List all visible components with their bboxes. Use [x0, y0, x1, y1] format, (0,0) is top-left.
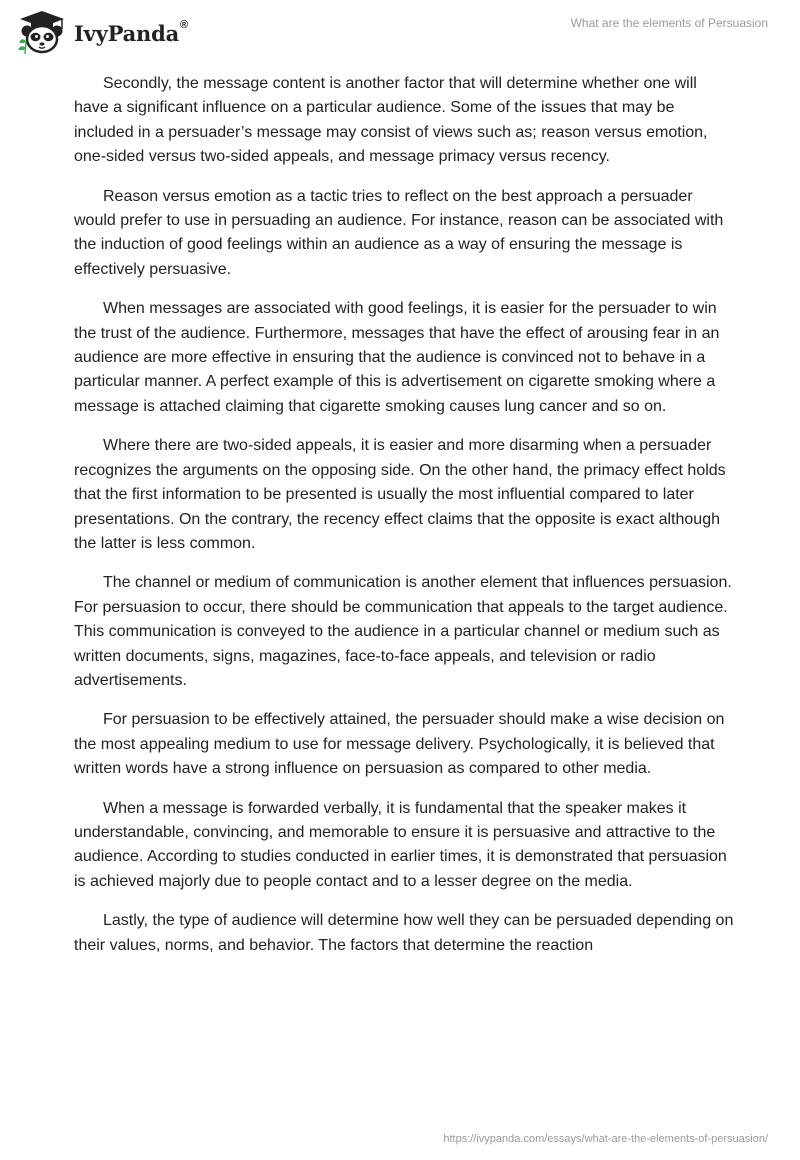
paragraph: Reason versus emotion as a tactic tries to reflect on the best approach a persuader would prefer to use in persuading an audience. For instance, reason can be associated with the induction of good feelings within an audience as a way of ensuring the message is effectively persuasive.: [74, 187, 724, 278]
brand-name: IvyPanda®: [74, 18, 188, 46]
page-header: [0, 0, 800, 60]
paragraph: Secondly, the message content is another factor that will determine whether one will have a significant influence on a particular audience. Some of the issues that may be included in a persuader’s message may consist of views such as; reason versus emotion, one-sided versus two-sided appeals, and message primacy versus recency.: [74, 75, 708, 166]
panda-graduate-logo-icon: [16, 9, 68, 55]
paragraph: Where there are two-sided appeals, it is easier and more disarming when a persuader recognizes the arguments on the opposing side. On the other hand, the primacy effect holds that the first information to be presented is usually the most influential compared to later presentations. On the contrary, the recency effect claims that the opposite is exact although the latter is less common.: [74, 437, 726, 552]
paragraph: When messages are associated with good feelings, it is easier for the persuader to win the trust of the audience. Furthermore, messages that have the effect of arousing fear in an audience are more effective in ensuring that the audience is convinced not to behave in a particular manner. A perfect example of this is advertisement on cigarette smoking where a message is attached claiming that cigarette smoking causes lung cancer and so on.: [74, 300, 720, 415]
paragraph: When a message is forwarded verbally, it is fundamental that the speaker makes it understandable, convincing, and memorable to ensure it is persuasive and attractive to the audience. According to studies conducted in earlier times, it is demonstrated that persuasion is achieved majorly due to people contact and to a lesser degree on the media.: [74, 799, 727, 890]
document-title: What are the elements of Persuasion: [570, 16, 768, 30]
paragraph: For persuasion to be effectively attained, the persuader should make a wise decision on the most appealing medium to use for message delivery. Psychologically, it is believed that written words have a strong influence on persuasion as compared to other media.: [74, 711, 725, 778]
source-url-link[interactable]: https://ivypanda.com/essays/what-are-the-elements-of-persuasion/: [443, 1133, 768, 1145]
registered-mark: ®: [180, 18, 188, 31]
brand-logo[interactable]: [16, 9, 188, 55]
paragraph: Lastly, the type of audience will determine how well they can be persuaded depending on their values, norms, and behavior. The factors that determine the reaction: [74, 912, 734, 954]
paragraph: The channel or medium of communication is another element that influences persuasion. For persuasion to occur, there should be communication that appeals to the target audience. This communication is conveyed to the audience in a particular channel or medium such as written documents, signs, magazines, face-to-face appeals, and television or radio advertisements.: [74, 574, 732, 689]
essay-body: [74, 72, 734, 973]
